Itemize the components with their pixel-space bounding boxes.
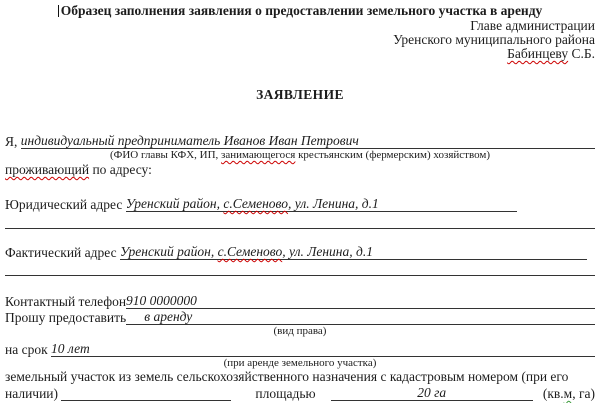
term-field[interactable]: 10 лет — [51, 341, 90, 356]
area-field-line[interactable] — [331, 385, 533, 401]
actual-address-continuation-blank[interactable] — [5, 260, 595, 276]
land-plot-paragraph: земельный участок из земель сельскохозяйственного назначения с кадастровым номером (при его — [5, 369, 569, 384]
applicant-row — [5, 134, 595, 149]
document-title — [5, 3, 595, 19]
document-title-text: Образец заполнения заявления о предоставлении земельного участка в аренду — [60, 3, 543, 18]
addressee-name-line — [5, 47, 595, 61]
applicant-hint-misspelled-word: занимающегося — [221, 149, 296, 161]
cadastral-number-blank[interactable] — [61, 400, 231, 401]
actual-address-label: Фактический адрес — [5, 245, 117, 260]
legal-address-blank[interactable] — [379, 211, 517, 212]
addressee-line-2: Уренского муниципального района — [393, 32, 595, 47]
cadastral-area-row — [5, 385, 595, 401]
addressee-surname: Бабинцеву — [507, 46, 569, 61]
request-hint: (вид права) — [273, 325, 327, 337]
legal-address-row — [5, 196, 595, 212]
addressee-block — [5, 19, 595, 61]
area-value[interactable]: 20 га — [417, 385, 447, 400]
request-label: Прошу предоставить — [5, 310, 127, 325]
form-heading: ЗАЯВЛЕНИЕ — [256, 87, 344, 102]
applicant-hint: (ФИО главы КФХ, ИП, занимающегося крестьянским (фермерским) хозяйством) — [110, 149, 490, 161]
legal-address-field[interactable]: Уренский район, с.Семеново, ул. Ленина, д.1 — [125, 196, 379, 211]
term-hint: (при аренде земельного участка) — [223, 357, 377, 369]
area-units-label: (кв.м, га) — [542, 386, 595, 401]
request-blank[interactable] — [192, 324, 595, 325]
addressee-initials: С.Б. — [568, 46, 595, 61]
term-row — [5, 342, 595, 357]
text-cursor — [58, 5, 59, 17]
area-label: площадью — [255, 386, 316, 401]
applicant-prefix: Я, — [5, 134, 18, 149]
cadastral-label: наличии) — [5, 386, 59, 401]
actual-address-blank[interactable] — [373, 259, 587, 260]
term-label: на срок — [5, 342, 48, 357]
units-grammar-flagged-word: м — [563, 386, 573, 401]
applicant-name-field[interactable]: индивидуальный предприниматель Иванов Иван Петрович — [20, 133, 359, 148]
addressee-line-1: Главе администрации — [470, 18, 595, 33]
request-field[interactable]: в аренду — [126, 309, 192, 325]
contact-phone-field[interactable]: 910 0000000 — [126, 293, 197, 308]
contact-phone-blank[interactable] — [197, 308, 595, 309]
contact-phone-label: Контактный телефон — [5, 294, 127, 309]
legal-address-label: Юридический адрес — [5, 197, 123, 212]
request-row — [5, 309, 595, 325]
residence-label: проживающий по адресу: — [5, 162, 152, 177]
contact-phone-row — [5, 293, 595, 309]
actual-address-row — [5, 244, 595, 260]
legal-address-continuation-blank[interactable] — [5, 212, 595, 229]
actual-address-field[interactable]: Уренский район, с.Семеново, ул. Ленина, д.1 — [119, 244, 373, 259]
